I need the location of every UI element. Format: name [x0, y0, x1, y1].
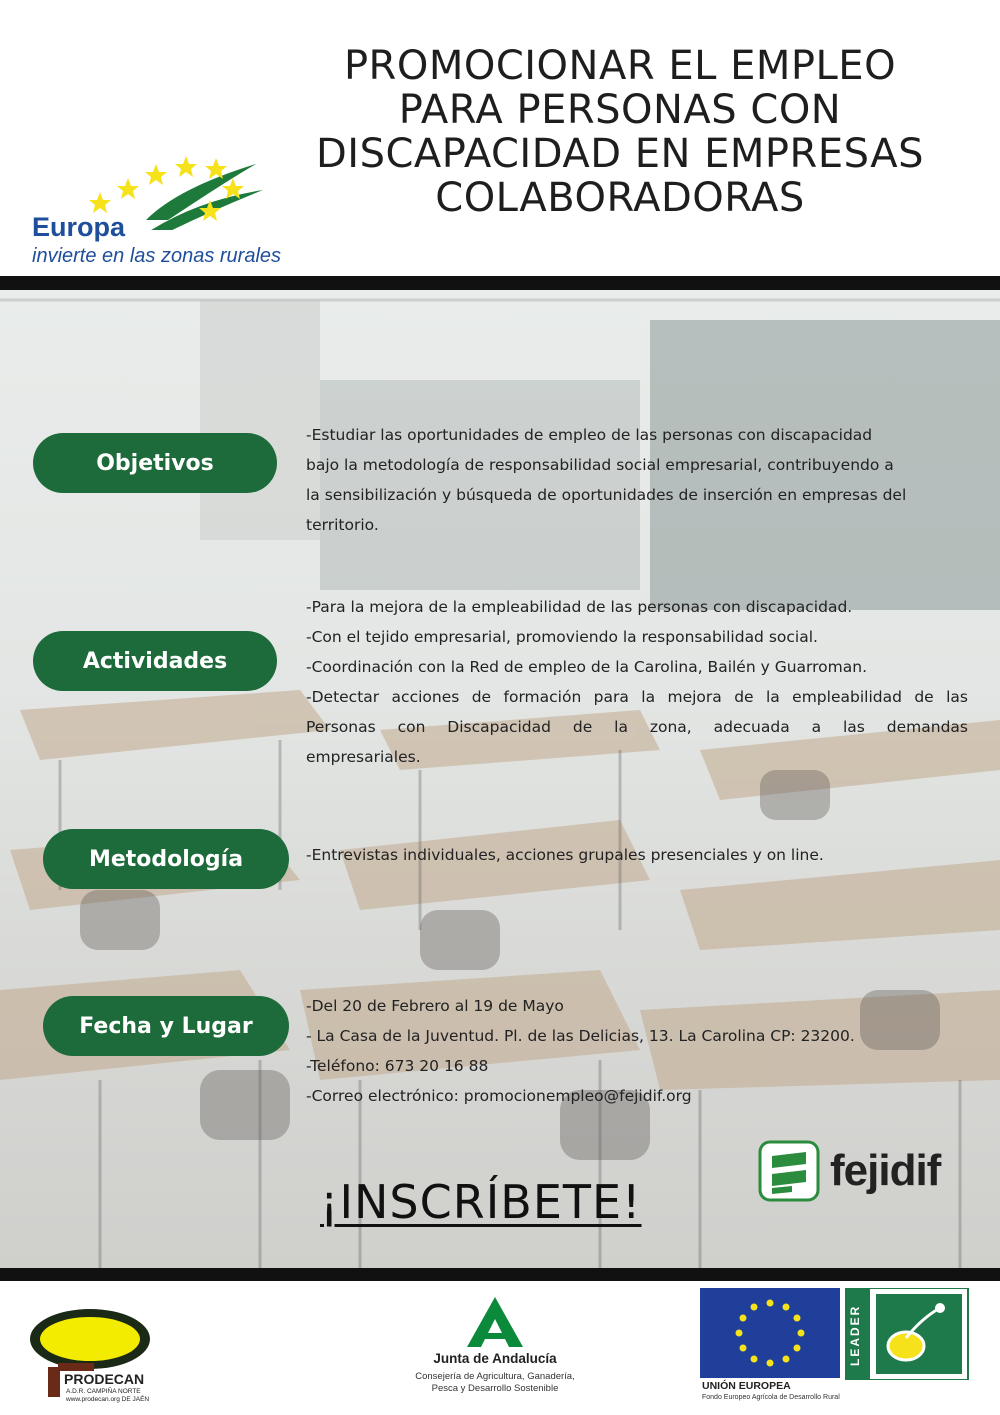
ue-name: UNIÓN EUROPEA	[702, 1380, 791, 1392]
fecha-lugar-line: -Del 20 de Febrero al 19 de Mayo	[306, 997, 564, 1015]
union-europea-leader-logo	[700, 1288, 970, 1410]
prodecan-logo	[28, 1307, 158, 1407]
actividades-line: Personas con Discapacidad de la zona, adecuada a las demandas	[306, 718, 968, 736]
email-link[interactable]: -Correo electrónico: promocionempleo@fejidif.org	[306, 1087, 692, 1105]
prodecan-web: www.prodecan.org	[66, 1396, 120, 1403]
junta-a-icon	[465, 1295, 525, 1349]
fejidif-logo	[758, 1138, 958, 1204]
fejidif-wordmark: fejidif	[830, 1146, 941, 1195]
objetivos-line: bajo la metodología de responsabilidad social empresarial, contribuyendo a	[306, 456, 894, 474]
title-line: PARA PERSONAS CON	[398, 87, 842, 133]
europa-word: Europa	[32, 212, 126, 242]
ue-subtitle: Fondo Europeo Agrícola de Desarrollo Rural	[702, 1394, 840, 1401]
junta-sub-line: Pesca y Desarrollo Sostenible	[431, 1383, 559, 1394]
actividades-line: -Para la mejora de la empleabilidad de las personas con discapacidad.	[306, 598, 853, 616]
text-metodologia	[306, 840, 968, 870]
label-fecha-lugar: Fecha y Lugar	[43, 996, 289, 1056]
junta-andalucia-logo	[410, 1295, 580, 1410]
objetivos-line: territorio.	[306, 516, 379, 534]
junta-name: Junta de Andalucía	[433, 1351, 557, 1366]
text-fecha-lugar	[306, 991, 968, 1111]
prodecan-name: PRODECAN	[64, 1371, 145, 1387]
actividades-line: empresariales.	[306, 748, 421, 766]
objetivos-line: la sensibilización y búsqueda de oportunidades de inserción en empresas del	[306, 486, 907, 504]
prodecan-sub-line	[66, 1396, 149, 1404]
inscribete-call-to-action[interactable]: ¡INSCRÍBETE!	[320, 1175, 642, 1229]
page-title	[270, 44, 970, 220]
title-line: DISCAPACIDAD EN EMPRESAS	[316, 131, 924, 177]
leader-label: LEADER	[848, 1304, 862, 1366]
title-line: COLABORADORAS	[435, 175, 805, 221]
footer-logos	[0, 1281, 1000, 1415]
eu-flag-leader-icon	[700, 1288, 970, 1380]
bottom-divider-band	[0, 1268, 1000, 1281]
fecha-lugar-line: -Teléfono: 673 20 16 88	[306, 1057, 489, 1075]
label-objetivos: Objetivos	[33, 433, 277, 493]
title-line: PROMOCIONAR EL EMPLEO	[343, 43, 897, 89]
header	[0, 0, 1000, 278]
label-metodologia: Metodología	[43, 829, 289, 889]
junta-sub-line: Consejería de Agricultura, Ganadería,	[415, 1371, 575, 1382]
prodecan-subtitle	[66, 1388, 149, 1404]
top-divider-band	[0, 276, 1000, 290]
prodecan-sub-line: A.D.R. CAMPIÑA NORTE	[66, 1388, 141, 1395]
fecha-lugar-line: - La Casa de la Juventud. Pl. de las Delicias, 13. La Carolina CP: 23200.	[306, 1027, 855, 1045]
europa-tagline: invierte en las zonas rurales	[32, 245, 282, 267]
metodologia-line: -Entrevistas individuales, acciones grupales presenciales y on line.	[306, 846, 824, 864]
label-actividades: Actividades	[33, 631, 277, 691]
actividades-line: -Con el tejido empresarial, promoviendo la responsabilidad social.	[306, 628, 818, 646]
actividades-line: -Coordinación con la Red de empleo de la Carolina, Bailén y Guarroman.	[306, 658, 867, 676]
text-objetivos	[306, 420, 968, 540]
actividades-line: -Detectar acciones de formación para la mejora de la empleabilidad de las	[306, 688, 968, 706]
europa-rural-logo	[28, 150, 288, 275]
junta-subtitle	[410, 1371, 580, 1395]
prodecan-province: DE JAÉN	[121, 1396, 150, 1403]
fejidif-mark-icon	[758, 1140, 824, 1202]
objetivos-line: -Estudiar las oportunidades de empleo de las personas con discapacidad	[306, 426, 873, 444]
text-actividades	[306, 592, 968, 772]
